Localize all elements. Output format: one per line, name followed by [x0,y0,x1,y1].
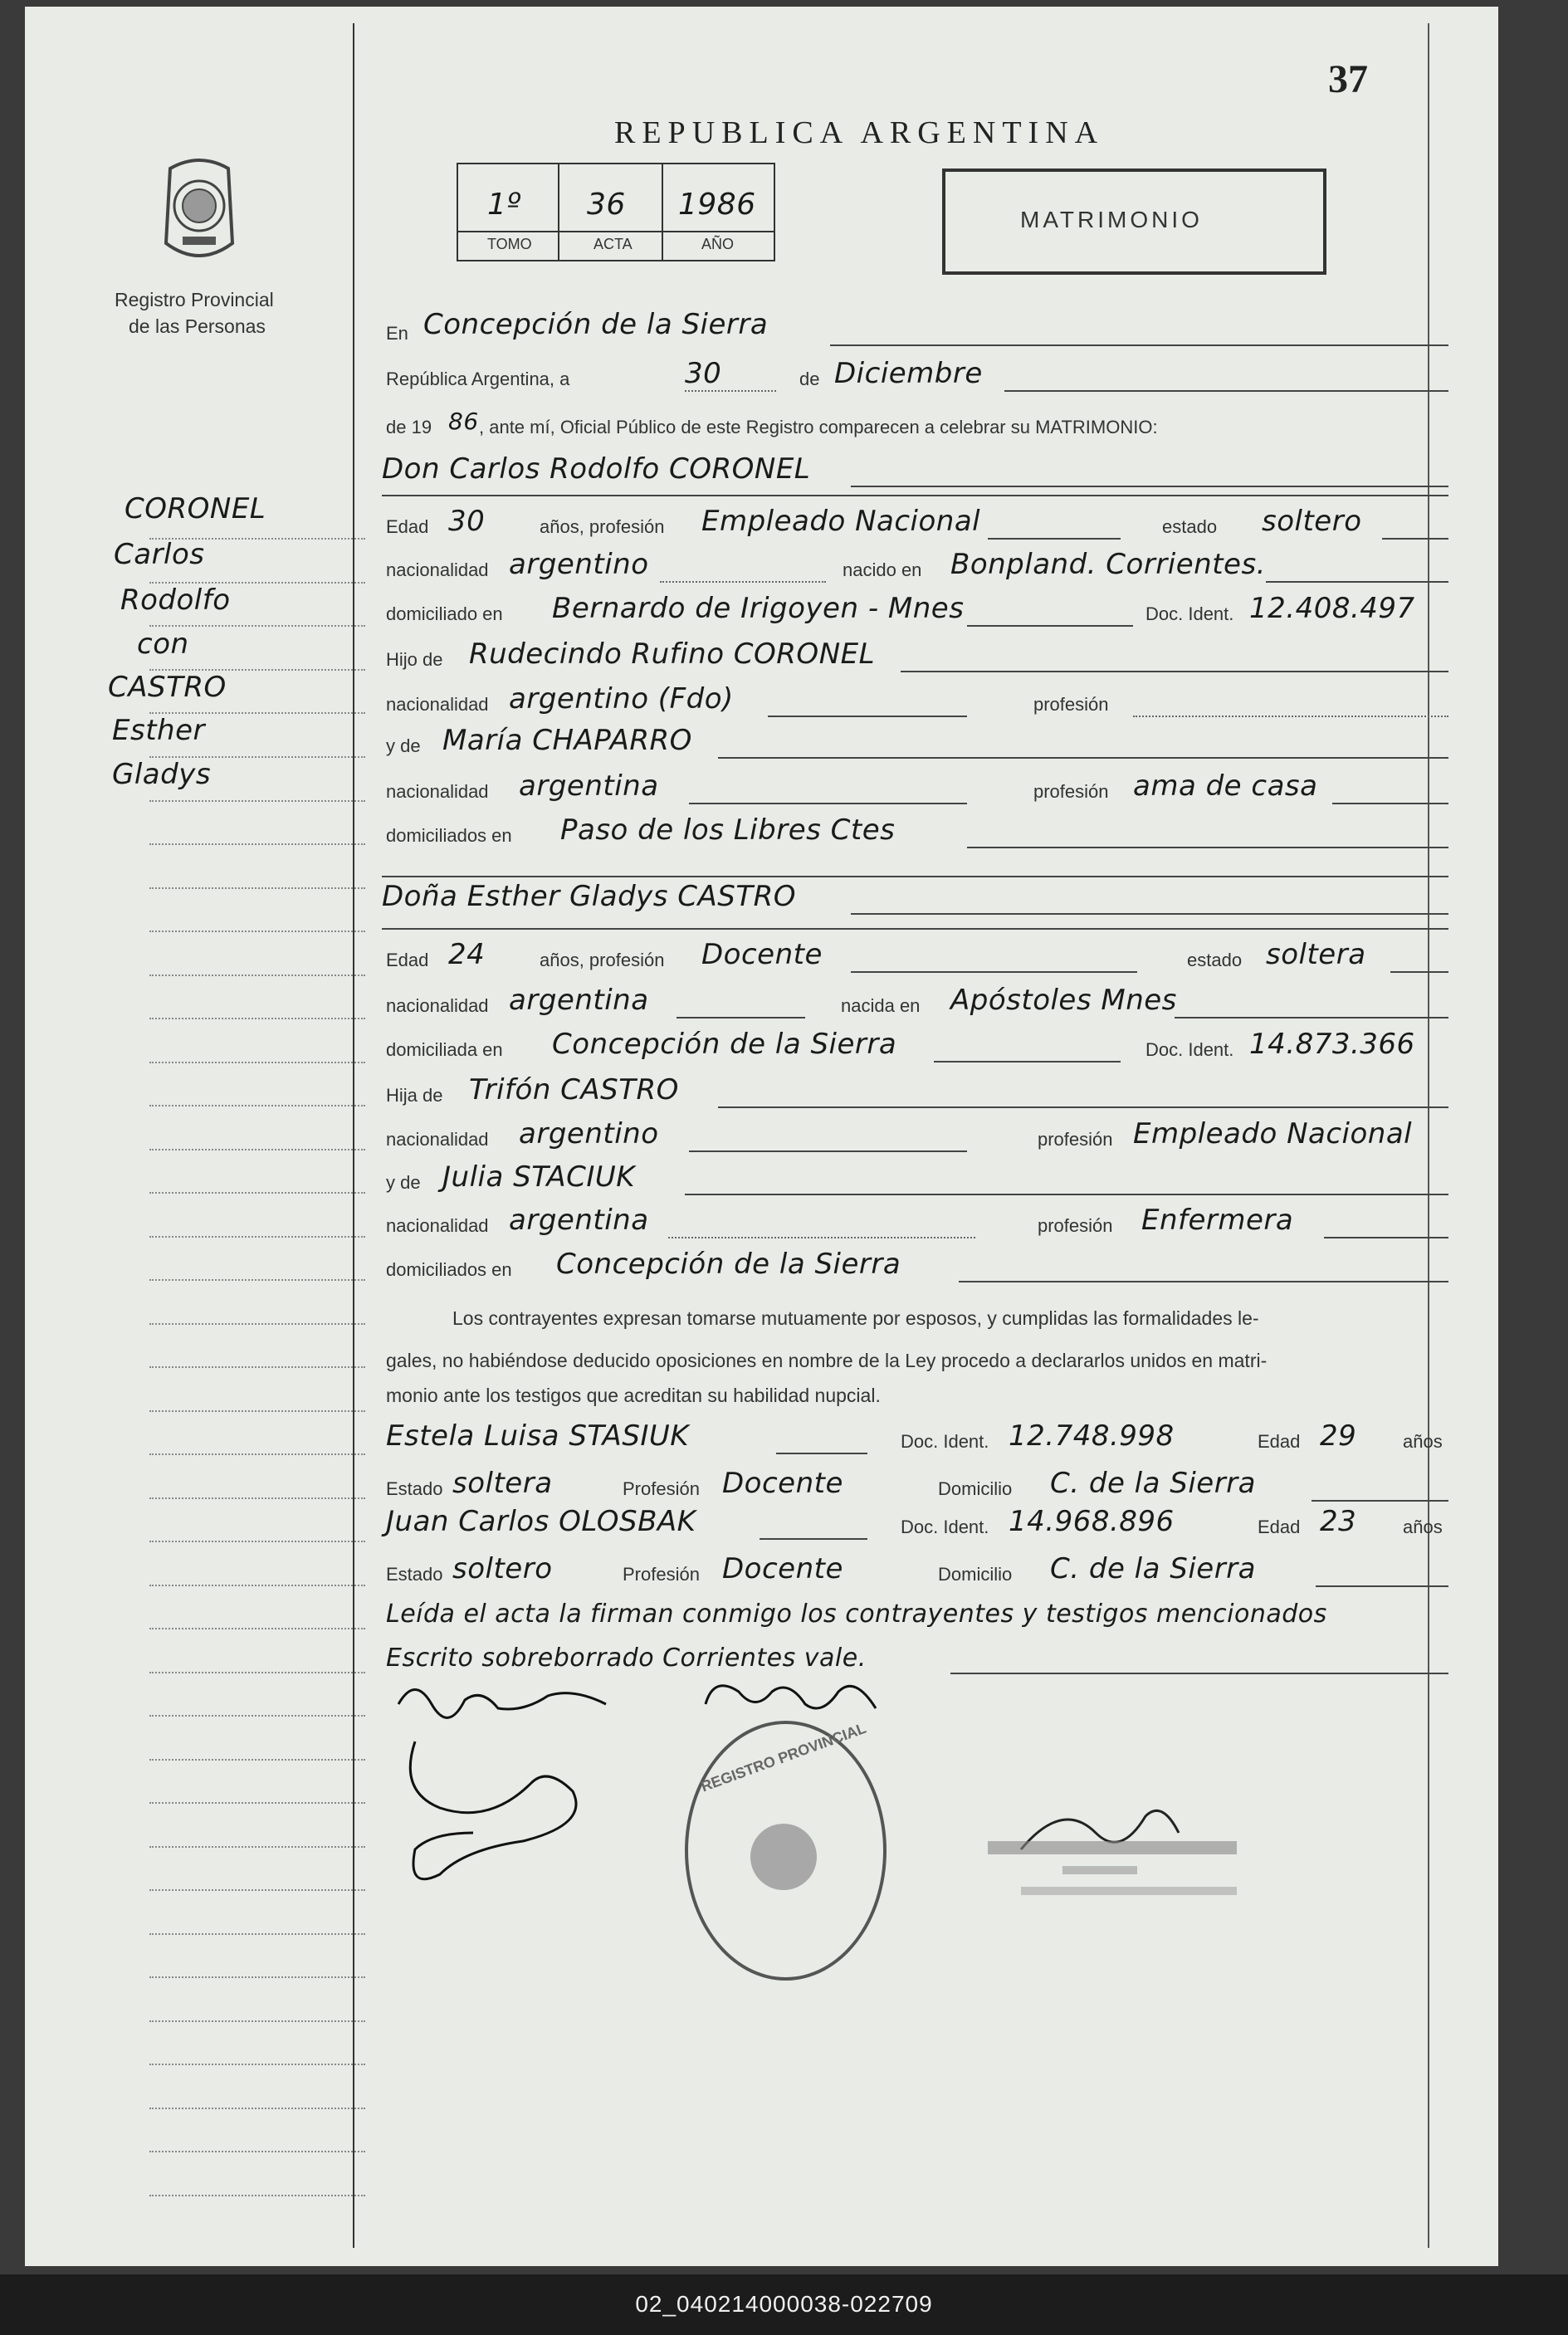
registry-name-line2: de las Personas [129,315,266,337]
groom-domicile-row [386,590,1448,632]
y-de-label: y de [386,735,421,756]
groom-state: soltero [1262,505,1362,538]
declaration-line: monio ante los testigos que acreditan su habilidad nupcial. [386,1385,881,1406]
groom-mother: María CHAPARRO [442,724,692,757]
groom-age: 30 [448,505,486,538]
section-rule [382,876,1448,877]
groom-parents-domicile-row [386,812,1448,853]
groom-age-row [386,503,1448,545]
groom-name: Don Carlos Rodolfo CORONEL [382,452,811,486]
margin-note-line: CASTRO [108,671,227,704]
witness1-details-row [386,1465,1448,1507]
groom-mother-nationality: argentina [519,769,659,803]
closing-line: Escrito sobreborrado Corrientes vale. [386,1644,867,1673]
year-prefix: de 19 [386,417,432,437]
left-margin-rule [353,23,354,2248]
groom-domicile: Bernardo de Irigoyen - Mnes [552,592,965,625]
edad-label: Edad [386,950,429,970]
profesion-label: profesión [1038,1129,1113,1150]
witness1-age: 29 [1320,1419,1357,1453]
acta-value: 36 [587,188,626,222]
groom-mother-details-row [386,768,1448,809]
domiciliados-label: domiciliados en [386,1259,512,1280]
bride-age-row [386,936,1448,978]
hijo-label: Hijo de [386,649,443,670]
estado-label: estado [1162,516,1218,537]
nacido-label: nacido en [843,559,922,580]
marriage-month: Diciembre [834,357,983,390]
profesion-label: profesión [1033,781,1109,802]
file-caption: 02_040214000038-022709 [635,2291,933,2317]
nacionalidad-label: nacionalidad [386,1215,489,1236]
nacida-label: nacida en [841,995,921,1016]
domiciliados-label: domiciliados en [386,825,512,846]
bride-father-row [386,1072,1448,1113]
bride-father-details-row [386,1116,1448,1157]
groom-mother-profession: ama de casa [1133,769,1318,803]
groom-parents-domicile: Paso de los Libres Ctes [560,813,896,847]
closing-line: Leída el acta la firman conmigo los contrayentes y testigos mencionados [386,1600,1327,1629]
groom-father-details-row [386,681,1448,722]
groom-name-row [382,451,1448,492]
doc-ident-label: Doc. Ident. [1145,1039,1234,1060]
bride-name: Doña Esther Gladys CASTRO [382,880,797,913]
tomo-value: 1º [487,188,521,222]
document-page [25,7,1498,2266]
witness1-state: soltera [452,1467,553,1500]
anio-value: 1986 [678,188,756,222]
bride-father-profession: Empleado Nacional [1133,1117,1413,1150]
margin-note-line: Carlos [114,538,205,571]
groom-mother-row [386,722,1448,764]
page-number: 37 [1328,57,1368,101]
domiciliada-label: domiciliada en [386,1039,503,1060]
profesion-label: profesión [1038,1215,1113,1236]
record-type: MATRIMONIO [1020,207,1203,232]
marriage-day: 30 [685,357,722,390]
profesion-label: Profesión [623,1564,700,1585]
seal-text: REGISTRO PROVINCIAL [698,1719,868,1795]
section-rule [382,495,1448,496]
intro-place-row [386,310,1448,351]
estado-label: Estado [386,1478,443,1499]
witness1-domicile: C. de la Sierra [1050,1467,1256,1500]
witness2-details-row [386,1551,1448,1592]
nacionalidad-label: nacionalidad [386,1129,489,1150]
registry-name-line1: Registro Provincial [115,289,274,310]
witness2-profession: Docente [722,1552,843,1585]
record-number-box [457,163,775,261]
en-label: En [386,323,408,344]
nacionalidad-label: nacionalidad [386,559,489,580]
y-de-label: y de [386,1172,421,1193]
intro-year-row [386,403,1448,445]
witness1-name: Estela Luisa STASIUK [386,1419,690,1453]
profesion-label: profesión [1033,694,1109,715]
bride-domicile: Concepción de la Sierra [552,1028,897,1061]
witness2-name: Juan Carlos OLOSBAK [386,1505,696,1538]
bride-parents-domicile-row [386,1246,1448,1287]
bride-mother-profession: Enfermera [1141,1204,1294,1237]
province-emblem [154,152,245,268]
seal-inner-emblem [750,1824,817,1890]
country-title: REPUBLICA ARGENTINA [614,115,1105,150]
bride-parents-domicile: Concepción de la Sierra [556,1248,901,1281]
bride-father-nationality: argentino [519,1117,659,1150]
witness2-age: 23 [1320,1505,1357,1538]
groom-father-nationality: argentino (Fdo) [509,682,734,716]
hija-label: Hija de [386,1085,443,1106]
de-label: de [799,369,820,389]
profesion-label: años, profesión [540,516,665,537]
profesion-label: Profesión [623,1478,700,1499]
closing-row [386,1594,1448,1635]
bride-doc: 14.873.366 [1249,1028,1415,1061]
domicilio-label: Domicilio [938,1478,1013,1499]
witness2-state: soltero [452,1552,553,1585]
bride-mother-nationality: argentina [509,1204,649,1237]
groom-nationality: argentino [509,548,649,581]
witness2-row [386,1503,1448,1545]
estado-label: estado [1187,950,1243,970]
doc-ident-label: Doc. Ident. [901,1431,989,1452]
edad-label: Edad [1258,1431,1301,1452]
doc-ident-label: Doc. Ident. [901,1517,989,1537]
declaration-line: gales, no habiéndose deducido oposiciones en nombre de la Ley procedo a declararlos unidos en matri- [386,1350,1268,1371]
official-signature [971,1783,1270,1908]
nacionalidad-label: nacionalidad [386,781,489,802]
groom-birthplace: Bonpland. Corrientes. [950,548,1266,581]
groom-nationality-row [386,546,1448,588]
republica-label: República Argentina, a [386,369,570,389]
bride-profession: Docente [701,938,823,971]
groom-profession: Empleado Nacional [701,505,981,538]
margin-note-line: CORONEL [125,492,266,525]
bride-mother: Julia STACIUK [442,1160,636,1194]
edad-label: Edad [386,516,429,537]
bride-state: soltera [1266,938,1366,971]
bride-nationality-row [386,982,1448,1023]
bride-nationality: argentina [509,984,649,1017]
witness1-profession: Docente [722,1467,843,1500]
groom-doc: 12.408.497 [1249,592,1415,625]
bride-mother-row [386,1159,1448,1200]
bride-father: Trifón CASTRO [469,1073,679,1106]
witness1-row [386,1418,1448,1459]
bride-mother-details-row [386,1202,1448,1243]
profesion-label: años, profesión [540,950,665,970]
edad-label: Edad [1258,1517,1301,1537]
bride-name-row [382,878,1448,920]
anos-label: años [1403,1431,1443,1452]
witness2-domicile: C. de la Sierra [1050,1552,1256,1585]
acta-label: ACTA [593,236,633,252]
marriage-year: 86 [448,408,479,435]
declaration-line: Los contrayentes expresan tomarse mutuamente por esposos, y cumplidas las formalidades le- [452,1307,1259,1329]
margin-note-line: Esther [112,714,205,747]
margin-note-line: Gladys [112,758,212,791]
bride-age: 24 [448,938,486,971]
doc-ident-label: Doc. Ident. [1145,603,1234,624]
domicilio-label: Domicilio [938,1564,1013,1585]
margin-note-line: Rodolfo [120,584,231,617]
marriage-place: Concepción de la Sierra [423,308,769,341]
witness2-doc: 14.968.896 [1009,1505,1175,1538]
witness1-doc: 12.748.998 [1009,1419,1175,1453]
groom-father: Rudecindo Rufino CORONEL [469,637,876,671]
estado-label: Estado [386,1564,443,1585]
anio-label: AÑO [701,236,735,252]
record-type-box [942,169,1326,275]
anos-label: años [1403,1517,1443,1537]
section-rule [382,928,1448,930]
domiciliado-label: domiciliado en [386,603,503,624]
witness-signature [390,1717,623,1899]
tomo-label: TOMO [487,236,532,252]
bride-birthplace: Apóstoles Mnes [950,984,1177,1017]
margin-note-line: con [137,628,189,661]
bride-domicile-row [386,1026,1448,1067]
intro-date-row [386,355,1448,397]
official-seal [685,1721,887,1981]
nacionalidad-label: nacionalidad [386,995,489,1016]
groom-father-row [386,636,1448,677]
intro-statement: , ante mí, Oficial Público de este Registro comparecen a celebrar su MATRIMONIO: [479,417,1158,437]
nacionalidad-label: nacionalidad [386,694,489,715]
